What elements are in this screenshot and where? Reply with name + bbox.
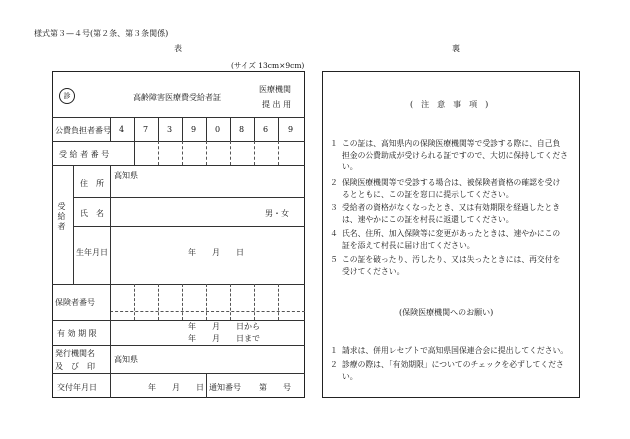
issuer-value: 高知県 xyxy=(114,355,138,364)
note-line: い。 xyxy=(342,162,358,171)
payer-digit: 9 xyxy=(191,125,197,134)
dob-label: 生年月日 xyxy=(76,248,108,257)
address-label: 住 所 xyxy=(80,179,104,188)
payer-digit: 3 xyxy=(167,125,173,134)
request-title: (保険医療機関へのお願い) xyxy=(399,308,494,317)
issue-date-value: 年 月 日 xyxy=(148,383,204,392)
note-number: ４ xyxy=(330,229,338,238)
note-number: ３ xyxy=(330,203,338,212)
note-number: ２ xyxy=(330,178,338,187)
size-note: (サイズ 13cm×9cm) xyxy=(231,61,305,70)
note-line: この証を破ったり、汚したり、又は失ったときには、再交付を xyxy=(342,255,561,264)
insurer-no-label: 保険者番号 xyxy=(55,298,95,307)
request-line: 請求は、併用レセプトで高知県国保連合会に提出してください。 xyxy=(342,346,569,355)
note-line: 証を添えて村長に届け出てください。 xyxy=(342,240,475,250)
request-number: ２ xyxy=(330,360,338,369)
payer-digit: 7 xyxy=(143,125,149,134)
public-payer-label: 公費負担者番号 xyxy=(55,126,111,135)
validity-label: 有 効 期 限 xyxy=(57,329,97,338)
request-line: 診療の際は、「有効期限」についてのチェックを必ずしてくださ xyxy=(342,360,564,369)
request-line: い。 xyxy=(342,371,358,381)
validity-to: 年 月 日まで xyxy=(188,334,260,343)
sex-value: 男・女 xyxy=(265,209,289,218)
issuer-label-2: 及 び 印 xyxy=(55,362,95,371)
note-line: 氏名、住所、加入保険等に変更があったときは、速やかにこの xyxy=(342,229,561,238)
payer-digit: 4 xyxy=(119,125,125,134)
issuer-label-1: 発行機関名 xyxy=(55,349,95,358)
note-line: 受給者の資格がなくなったとき、又は有効期限を経過したとき xyxy=(342,203,560,212)
payer-digit: 0 xyxy=(215,125,221,134)
recipient-vertical-label: 受給者 xyxy=(57,202,66,232)
note-line: 保険医療機関等で受診する場合は、被保険者資格の確認を受け xyxy=(342,178,561,187)
payer-digit: 8 xyxy=(239,125,245,134)
note-line: 担金の公費助成が受けられる証ですので、大切に保持してくださ xyxy=(342,150,568,160)
dob-value: 年 月 日 xyxy=(188,248,244,257)
notice-no-label: 通知番号 xyxy=(209,383,241,392)
back-label: 裏 xyxy=(452,44,460,53)
notes-title: ( 注 意 事 項 ) xyxy=(410,100,489,109)
note-line: 受けてください。 xyxy=(342,266,405,276)
card-title: 高齢障害医療費受給者証 xyxy=(133,93,221,102)
notice-no-value: 第 号 xyxy=(259,383,291,392)
address-value: 高知県 xyxy=(114,171,138,180)
submit-label-1: 医療機関 xyxy=(259,85,291,94)
note-number: ５ xyxy=(330,255,338,264)
form-number: 様式第３—４号(第２条、第３条関係) xyxy=(34,29,169,38)
name-label: 氏 名 xyxy=(80,209,104,218)
payer-digit: 6 xyxy=(263,125,269,134)
request-number: １ xyxy=(330,346,338,355)
recipient-no-label: 受 給 者 番 号 xyxy=(59,150,110,159)
stamp-mark: 診 xyxy=(59,88,75,104)
note-number: １ xyxy=(330,139,338,148)
front-label: 表 xyxy=(174,44,182,53)
note-line: は、速やかにこの証を村長に返還してください。 xyxy=(342,214,514,224)
note-line: るとともに、この証を窓口に提示してください。 xyxy=(342,189,514,199)
submit-label-2: 提 出 用 xyxy=(262,100,292,109)
validity-from: 年 月 日から xyxy=(188,322,260,331)
issue-date-label: 交付年月日 xyxy=(57,383,97,392)
payer-digit: 9 xyxy=(288,125,294,134)
note-line: この証は、高知県内の保険医療機関等で受診する際に、自己負 xyxy=(342,139,561,148)
